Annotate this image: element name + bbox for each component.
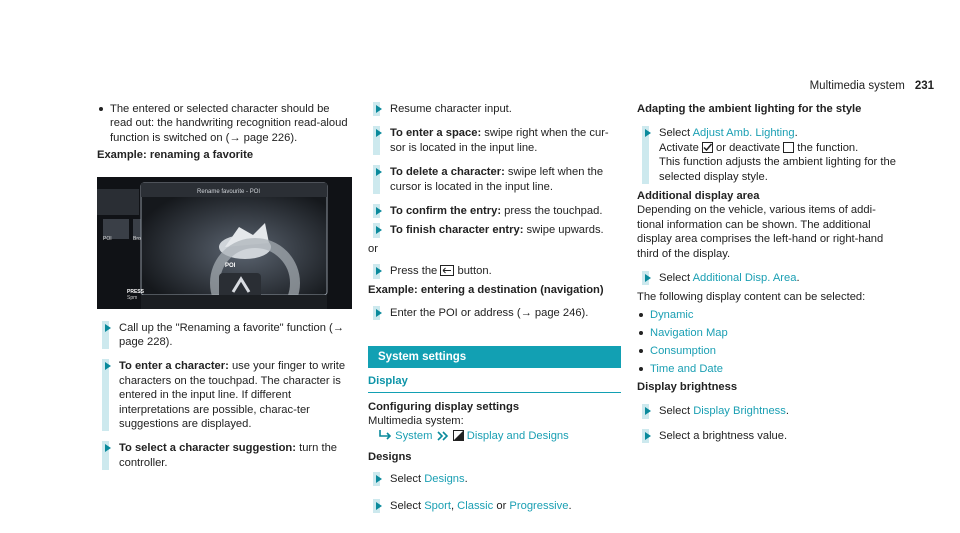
step-text: swipe left when the cursor is located in the input line.: [390, 166, 604, 193]
option-link[interactable]: Dynamic: [650, 308, 694, 321]
step-resume: [368, 102, 621, 116]
step-text: Select: [659, 405, 694, 418]
header-section: Multimedia system: [809, 80, 905, 92]
example-heading-destination: Example: entering a destination (navigation): [368, 283, 604, 296]
additional-heading: Additional display area: [637, 190, 760, 203]
step-arrow-icon: [376, 226, 382, 234]
column-2: [368, 102, 621, 513]
step-space: [368, 126, 621, 155]
step-text: use your finger to write characters on the touchpad. The character is entered in the input line. If different interpretations are possible, charac-ter suggestions are displayed.: [119, 360, 346, 431]
step-text: Enter the POI or address (→ page 246).: [390, 307, 589, 320]
option-link[interactable]: Navigation Map: [650, 326, 728, 339]
config-path-label: Multimedia system:: [368, 415, 464, 428]
page-header: [810, 79, 934, 93]
step-text: Select: [659, 127, 693, 140]
step-arrow-icon: [105, 324, 111, 332]
config-heading: Configuring display settings: [368, 400, 520, 413]
option-dynamic: [637, 308, 899, 322]
option-link[interactable]: Time and Date: [650, 362, 723, 375]
screenshot-tab-label: POI: [225, 262, 236, 269]
step-bold: To finish character entry:: [390, 224, 524, 237]
step-bold: To delete a character:: [390, 166, 505, 179]
step-text: Select: [390, 472, 425, 485]
step-text: Press the: [390, 265, 441, 278]
step-text: .: [464, 472, 468, 485]
step-text: ,: [450, 499, 458, 512]
step-text: Resume character input.: [390, 103, 512, 115]
adjust-amb-lighting-link[interactable]: Adjust Amb. Lighting: [692, 127, 795, 140]
step-text: swipe right when the cur-sor is located in the input line.: [390, 127, 609, 154]
step-delete: [368, 165, 621, 194]
step-enter-poi: [368, 306, 621, 320]
additional-disp-area-link[interactable]: Additional Disp. Area: [692, 272, 797, 285]
subheading-display: Display: [368, 374, 621, 392]
step-select-suggestion: [97, 441, 352, 470]
step-arrow-icon: [376, 267, 382, 275]
step-arrow-icon: [645, 407, 651, 415]
step-arrow-icon: [645, 129, 651, 137]
path-arrow-icon: [378, 429, 392, 441]
screenshot-press-sub: Spm: [127, 294, 138, 301]
checkbox-checked-icon: [702, 142, 713, 153]
classic-link[interactable]: Classic: [457, 499, 494, 512]
step-text: Select: [659, 272, 693, 285]
column-1: [97, 102, 352, 470]
screenshot-title: Rename favourite - POI: [197, 188, 261, 195]
step-text: Call up the "Renaming a favorite" function (→ page 228).: [119, 321, 344, 349]
step-adjust-ambient: [637, 126, 899, 184]
step-text: or deactivate: [712, 141, 784, 154]
step-finish: [368, 223, 621, 237]
screenshot-rename-favorite: [97, 177, 352, 309]
step-text: .: [794, 127, 798, 140]
step-press-back: [368, 264, 621, 278]
step-enter-character: [97, 359, 352, 431]
brightness-heading: Display brightness: [637, 381, 738, 393]
step-text: press the touchpad.: [501, 205, 603, 218]
step-select-additional: [637, 271, 899, 285]
example-heading-rename: Example: renaming a favorite: [97, 149, 254, 162]
step-bold: To enter a character:: [119, 360, 229, 373]
column-3: [637, 102, 899, 443]
step-text: .: [785, 405, 789, 418]
step-arrow-icon: [376, 475, 382, 483]
intro-bullet: [97, 102, 352, 145]
screenshot-side-label-1: POI: [103, 235, 112, 242]
step-text: swipe upwards.: [523, 224, 604, 237]
step-arrow-icon: [645, 274, 651, 282]
step-bold: To select a character suggestion:: [119, 442, 296, 455]
designs-heading: Designs: [368, 451, 412, 464]
step-text: .: [568, 499, 572, 512]
double-chevron-icon: [436, 431, 450, 441]
sport-link[interactable]: Sport: [424, 499, 451, 512]
step-bold: To enter a space:: [390, 127, 482, 140]
step-select-brightness: [637, 404, 899, 418]
screenshot-side-label-2: Bro: [133, 235, 141, 242]
step-text: or: [493, 499, 510, 512]
step-text: Select a brightness value.: [659, 429, 788, 442]
step-select-style: [368, 499, 621, 513]
step-brightness-value: [637, 429, 899, 443]
step-text: .: [796, 272, 800, 285]
step-text: Activate: [659, 141, 702, 154]
step-arrow-icon: [105, 444, 111, 452]
progressive-link[interactable]: Progressive: [509, 499, 569, 512]
screenshot-press-label: PRESS: [127, 288, 144, 295]
path-display-designs-link[interactable]: Display and Designs: [466, 429, 569, 442]
following-text: The following display content can be selected:: [637, 291, 866, 304]
step-arrow-icon: [645, 432, 651, 440]
designs-link[interactable]: Designs: [424, 472, 465, 485]
step-bold: To confirm the entry:: [390, 205, 502, 218]
step-arrow-icon: [376, 168, 382, 176]
step-arrow-icon: [376, 105, 382, 113]
step-text: Select: [390, 499, 425, 512]
step-arrow-icon: [376, 309, 382, 317]
step-arrow-icon: [376, 502, 382, 510]
back-button-icon: [440, 265, 454, 276]
step-arrow-icon: [376, 129, 382, 137]
option-list: [637, 308, 899, 376]
step-call-up: [97, 321, 352, 350]
intro-bullet-text: The entered or selected character should be read out: the handwriting recognition read-aloud function is switched on (→ page 226).: [110, 103, 348, 144]
menu-path: [368, 429, 621, 443]
or-text: or: [368, 242, 378, 255]
display-brightness-link[interactable]: Display Brightness: [693, 405, 786, 418]
step-arrow-icon: [105, 362, 111, 370]
step-text: turn the controller.: [119, 442, 338, 469]
step-arrow-icon: [376, 207, 382, 215]
ambient-heading: Adapting the ambient lighting for the style: [637, 103, 862, 115]
option-navigation-map: [637, 326, 899, 340]
additional-text: Depending on the vehicle, various items of addi-tional information can be shown. The additional display area comprises the left-hand or right-hand third of the display.: [637, 204, 884, 260]
step-text: This function adjusts the ambient lighting for the selected display style.: [659, 156, 896, 183]
path-system-link[interactable]: System: [395, 429, 433, 442]
page-number: 231: [914, 80, 934, 92]
option-link[interactable]: Consumption: [650, 344, 716, 357]
display-designs-icon: [453, 430, 464, 441]
step-text: button.: [454, 265, 492, 278]
step-confirm: [368, 204, 621, 218]
section-bar-system-settings: System settings: [368, 346, 621, 368]
rename-steps: [97, 321, 352, 471]
step-text: the function.: [794, 141, 859, 154]
option-consumption: [637, 344, 899, 358]
option-time-date: [637, 362, 899, 376]
step-select-designs: [368, 472, 621, 486]
checkbox-unchecked-icon: [783, 142, 794, 153]
